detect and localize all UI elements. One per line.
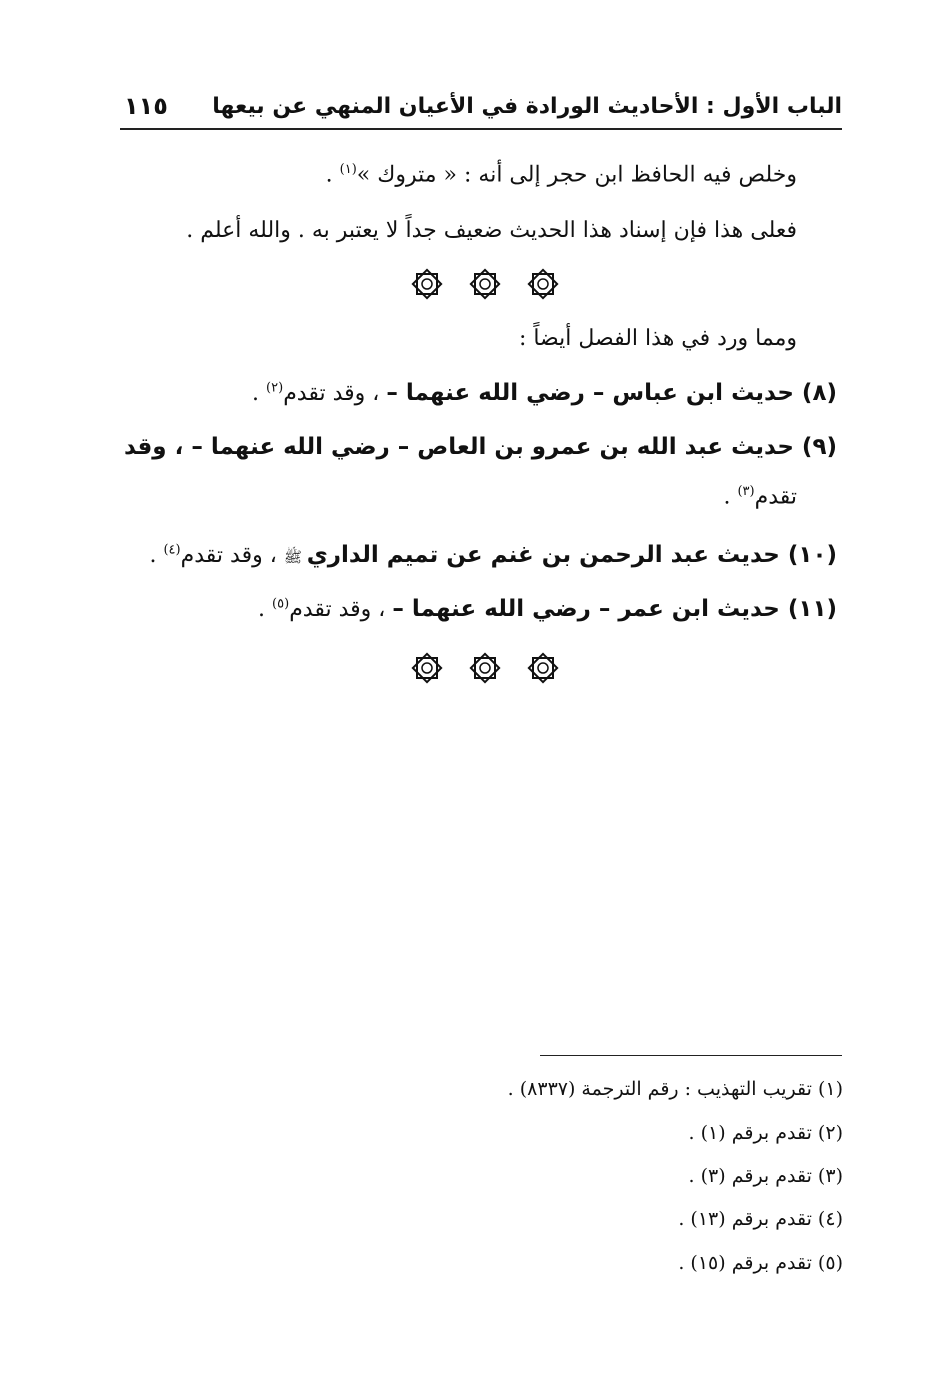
period: .: [252, 381, 267, 406]
line-end: .: [325, 162, 340, 188]
hadith-item-10: [149, 542, 837, 570]
chapter-title: الباب الأول : الأحاديث الورادة في الأعيان المنهي عن بيعها: [212, 94, 842, 119]
footnote-ref-1[interactable]: (١): [339, 162, 357, 177]
period: .: [258, 597, 273, 622]
hadith-item-9: [124, 434, 837, 460]
star-ornament-icon: [526, 651, 560, 685]
footnote-ref-4[interactable]: (٤): [163, 542, 181, 558]
footnote-5: (٥) تقدم برقم (١٥) .: [678, 1252, 843, 1274]
period: .: [149, 543, 164, 568]
footnote-separator: [540, 1055, 842, 1056]
item-9-line-2: تقدم: [754, 484, 797, 510]
item-11-title: (١١) حديث ابن عمر – رضي الله عنهما –: [392, 596, 837, 622]
period: .: [723, 484, 738, 510]
hadith-item-9-continued: [723, 484, 797, 509]
item-10-title: (١٠) حديث عبد الرحمن بن غنم عن تميم الداري: [306, 542, 837, 568]
star-ornament-icon: [468, 267, 502, 301]
star-ornament-icon: [410, 651, 444, 685]
section-divider-ornaments: [410, 266, 560, 302]
hadith-item-8: [252, 380, 837, 406]
running-header: [120, 88, 842, 130]
item-10-tail: ، وقد تقدم: [180, 543, 284, 568]
page-number: ١١٥: [124, 92, 168, 120]
footnote-ref-5[interactable]: (٥): [272, 596, 290, 612]
item-8-title: (٨) حديث ابن عباس – رضي الله عنهما –: [386, 380, 837, 406]
footnote-ref-2[interactable]: (٢): [266, 380, 284, 396]
footnote-3: (٣) تقدم برقم (٣) .: [688, 1165, 843, 1187]
intro-text: ومما ورد في هذا الفصل أيضاً :: [518, 326, 797, 351]
footnote-1: (١) تقريب التهذيب : رقم الترجمة (٨٣٣٧) .: [507, 1078, 843, 1100]
star-ornament-icon: [526, 267, 560, 301]
honorific-glyph: ﷺ: [283, 548, 307, 566]
footnote-ref-3[interactable]: (٣): [737, 484, 755, 499]
star-ornament-icon: [468, 651, 502, 685]
item-9-line-1: (٩) حديث عبد الله بن عمرو بن العاص – رضي الله عنهما – ، وقد: [123, 434, 837, 460]
conclusion-text: فعلى هذا فإن إسناد هذا الحديث ضعيف جداً لا يعتبر به . والله أعلم .: [186, 218, 797, 243]
hafiz-quote: وخلص فيه الحافظ ابن حجر إلى أنه : « متروك »: [356, 162, 797, 188]
hadith-item-11: [258, 596, 837, 622]
item-8-tail: ، وقد تقدم: [283, 381, 387, 406]
item-11-tail: ، وقد تقدم: [289, 597, 393, 622]
footnote-2: (٢) تقدم برقم (١) .: [688, 1122, 843, 1144]
paragraph-line-1: [326, 162, 797, 187]
star-ornament-icon: [410, 267, 444, 301]
footnote-4: (٤) تقدم برقم (١٣) .: [678, 1208, 843, 1230]
section-end-ornaments: [410, 650, 560, 686]
paragraph-line-2: [186, 218, 797, 243]
intro-line: [519, 326, 797, 351]
